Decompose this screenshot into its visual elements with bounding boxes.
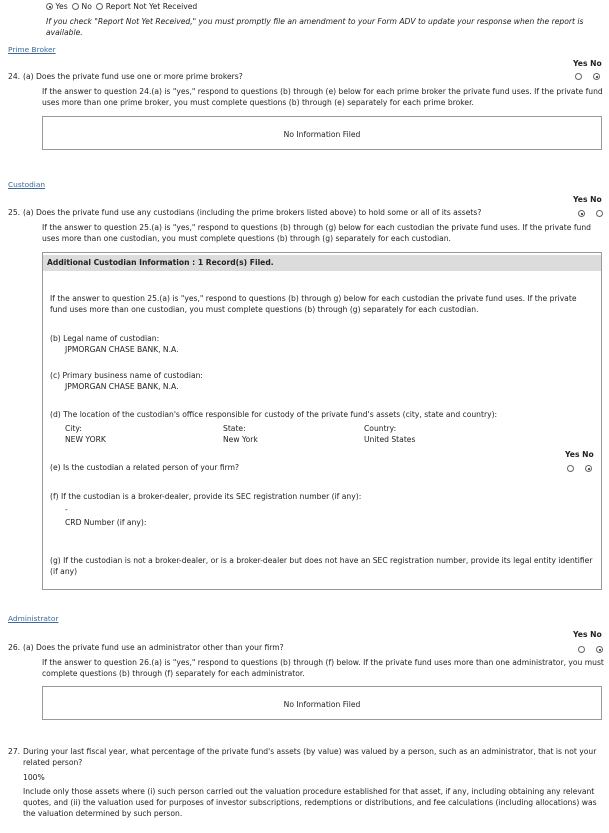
q27-answer: 100% xyxy=(23,773,45,782)
no-info-text: No Information Filed xyxy=(283,700,361,709)
q25-number: 25. xyxy=(8,208,21,217)
yes-label: Yes xyxy=(55,2,68,11)
no-info-text: No Information Filed xyxy=(283,130,361,139)
report-not-yet-received-label: Report Not Yet Received xyxy=(105,2,198,11)
no-label: No xyxy=(81,2,92,11)
q24-number: 24. xyxy=(8,72,21,81)
report-status-radios xyxy=(46,1,197,12)
q25a-text: (a) Does the private fund use any custodians (including the prime brokers listed above) to hold some or all of its assets? xyxy=(23,208,482,217)
prime-broker-info-box xyxy=(42,116,602,150)
q26-instructions: If the answer to question 26.(a) is "yes," respond to questions (b) through (f) below. If the private fund uses more than one administrator, you must complete questions (b) through (f) separately for each administrator. xyxy=(42,658,604,678)
q27-number: 27. xyxy=(8,747,21,756)
q25a-radios xyxy=(578,208,603,219)
yes-no-header: Yes No xyxy=(573,195,602,204)
q24a-yes-radio[interactable] xyxy=(575,73,582,80)
country-label: Country: xyxy=(364,424,397,433)
lei-label: (g) If the custodian is not a broker-dealer, or is a broker-dealer but does not have an SEC registration number, provide its legal entity identifier (if any) xyxy=(50,556,593,576)
custodian-instructions: If the answer to question 25.(a) is "yes," respond to questions (b) through g) below for each custodian the private fund uses. If the private fund uses more than one custodian, you must complete questions (b) through (g) separately for each custodian. xyxy=(50,294,577,314)
q24a-text: (a) Does the private fund use one or more prime brokers? xyxy=(23,72,243,81)
related-person-yes-radio[interactable] xyxy=(567,465,574,472)
q27-text: During your last fiscal year, what percentage of the private fund's assets (by value) was valued by a person, such as an administrator, that is not your related person? xyxy=(23,747,597,767)
report-note: If you check "Report Not Yet Received," you must promptly file an amendment to your Form ADV to update your response when the report is available. xyxy=(46,17,584,37)
yes-no-header: Yes No xyxy=(573,630,602,639)
country-value: United States xyxy=(364,435,416,444)
q25a-no-radio[interactable] xyxy=(596,210,603,217)
q24a-no-radio[interactable] xyxy=(593,73,600,80)
sec-registration-value: - xyxy=(65,505,68,514)
state-label: State: xyxy=(223,424,246,433)
state-value: New York xyxy=(223,435,258,444)
report-not-yet-received-radio[interactable] xyxy=(96,3,103,10)
yes-no-header: Yes No xyxy=(573,59,602,68)
section-title-administrator: Administrator xyxy=(8,614,59,623)
q26a-text: (a) Does the private fund use an administrator other than your firm? xyxy=(23,643,284,652)
legal-name-value: JPMORGAN CHASE BANK, N.A. xyxy=(65,345,179,354)
no-radio[interactable] xyxy=(72,3,79,10)
q26a-no-radio[interactable] xyxy=(596,646,603,653)
location-label: (d) The location of the custodian's office responsible for custody of the private fund's assets (city, state and country): xyxy=(50,410,498,419)
administrator-info-box xyxy=(42,686,602,720)
custodian-record-box xyxy=(42,252,602,590)
custodian-record-header: Additional Custodian Information : 1 Record(s) Filed. xyxy=(43,255,601,271)
q26-number: 26. xyxy=(8,643,21,652)
q27-note: Include only those assets where (i) such person carried out the valuation procedure established for that asset, if any, including obtaining any relevant quotes, and (ii) the valuation used for purposes of investor subscriptions, redemptions or distributions, and fee calculations (including allocations) was the valuation determined by such person. xyxy=(23,787,597,818)
q24a-radios xyxy=(575,71,600,82)
q25-instructions: If the answer to question 25.(a) is "yes," respond to questions (b) through (g) below for each custodian the private fund uses. If the private fund uses more than one custodian, you must complete questions (b) through (g) separately for each custodian. xyxy=(42,223,591,243)
legal-name-label: (b) Legal name of custodian: xyxy=(50,334,160,343)
q24-instructions: If the answer to question 24.(a) is "yes," respond to questions (b) through (e) below for each prime broker the private fund uses. If the private fund uses more than one prime broker, you must complete questions (b) through (e) separately for each prime broker. xyxy=(42,87,603,107)
section-title-custodian: Custodian xyxy=(8,180,46,189)
sec-registration-label: (f) If the custodian is a broker-dealer, provide its SEC registration number (if any): xyxy=(50,492,362,501)
city-label: City: xyxy=(65,424,82,433)
q26a-radios xyxy=(578,644,603,655)
yes-radio[interactable] xyxy=(46,3,53,10)
related-person-label: (e) Is the custodian a related person of your firm? xyxy=(50,463,240,472)
yes-no-header: Yes No xyxy=(565,450,594,459)
q26a-yes-radio[interactable] xyxy=(578,646,585,653)
related-person-no-radio[interactable] xyxy=(585,465,592,472)
crd-number-label: CRD Number (if any): xyxy=(65,518,147,527)
city-value: NEW YORK xyxy=(65,435,106,444)
q25a-yes-radio[interactable] xyxy=(578,210,585,217)
related-person-radios xyxy=(567,463,592,474)
section-title-prime-broker: Prime Broker xyxy=(8,45,56,54)
business-name-value: JPMORGAN CHASE BANK, N.A. xyxy=(65,382,179,391)
business-name-label: (c) Primary business name of custodian: xyxy=(50,371,203,380)
